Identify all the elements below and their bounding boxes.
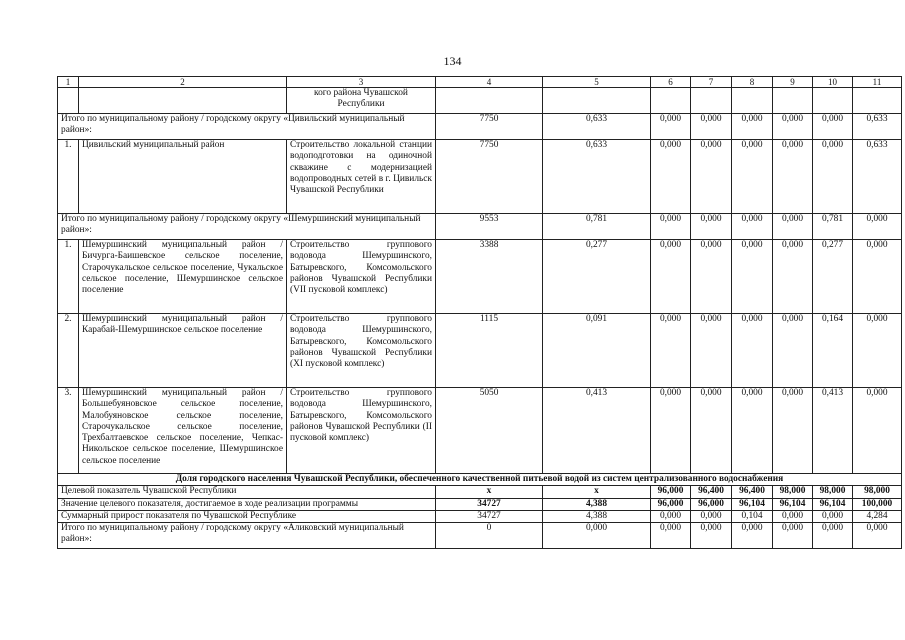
table-row <box>58 140 902 214</box>
cell-value: 0,000 <box>691 388 732 474</box>
cell-municipality: Шемуршинский муниципальный район / Бичурга-Баишевское сельское поселение, Старочукальское сельское поселение, Чукальское сельское поселение, Шемуршинское сельское поселение <box>79 240 287 314</box>
cell-value: 0,000 <box>773 314 813 388</box>
cell-value: x <box>436 486 543 498</box>
cell-value: 0 <box>436 523 543 549</box>
cell-value: 0,164 <box>813 314 853 388</box>
indicator-label: Суммарный прирост показателя по Чувашской Республике <box>58 510 436 522</box>
cell-value: 0,000 <box>853 523 902 549</box>
cell-measure: Строительство локальной станции водоподготовки на одиночной скважине с модернизацией водопроводных сетей в г. Цивильск Чувашской Республики <box>287 140 436 214</box>
cell-value: 0,104 <box>732 510 773 522</box>
section-heading-row <box>58 474 902 486</box>
cell-municipality: Шемуршинский муниципальный район / Большебуяновское сельское поселение, Малобуяновское сельское поселение, Старочукальское сельское поселение, Трехбалтаевское сельское поселение, Чепкас-Никольское сельское поселение, Шемуршинское сельское поселение <box>79 388 287 474</box>
cell-value: 96,000 <box>651 498 691 510</box>
cell-value: 0,000 <box>732 314 773 388</box>
cell-value: 0,000 <box>773 240 813 314</box>
row-number: 1. <box>58 140 79 214</box>
cell-value: 0,000 <box>732 240 773 314</box>
table-row-subtotal <box>58 114 902 140</box>
cell-value: 0,000 <box>651 388 691 474</box>
table-row <box>58 88 902 114</box>
cell-value: 100,000 <box>853 498 902 510</box>
indicator-label: Значение целевого показателя, достигаемое в ходе реализации программы <box>58 498 436 510</box>
col-header: 1 <box>58 77 79 88</box>
cell-measure: Строительство группового водовода Шемуршинского, Батыревского, Комсомольского районов Чувашской Республики (II пусковой комплекс) <box>287 388 436 474</box>
cell-value: 7750 <box>436 114 543 140</box>
row-number: 3. <box>58 388 79 474</box>
cell-value: 0,000 <box>813 114 853 140</box>
table-row-indicator <box>58 510 902 522</box>
cell-value: 96,400 <box>691 486 732 498</box>
col-header: 10 <box>813 77 853 88</box>
cell-value: 0,000 <box>853 214 902 240</box>
table-row <box>58 388 902 474</box>
cell-value: 4,388 <box>543 498 651 510</box>
subtotal-label: Итого по муниципальному району / городскому округу «Шемуршинский муниципальный район»: <box>58 214 436 240</box>
data-table <box>57 76 902 549</box>
cell-municipality: Цивильский муниципальный район <box>79 140 287 214</box>
cell-value: 0,000 <box>813 523 853 549</box>
cell-value: 0,277 <box>813 240 853 314</box>
subtotal-label: Итого по муниципальному району / городскому округу «Цивильский муниципальный район»: <box>58 114 436 140</box>
cell-value: 96,104 <box>732 498 773 510</box>
cell-value: 0,000 <box>773 510 813 522</box>
cell-value: 0,781 <box>813 214 853 240</box>
cell-value: 0,633 <box>543 114 651 140</box>
cell-value: 96,104 <box>813 498 853 510</box>
subtotal-label: Итого по муниципальному району / городскому округу «Аликовский муниципальный район»: <box>58 523 436 549</box>
cell-value: 96,400 <box>732 486 773 498</box>
cell-measure: кого района Чувашской Республики <box>287 88 436 114</box>
col-header: 5 <box>543 77 651 88</box>
row-number: 1. <box>58 240 79 314</box>
row-number: 2. <box>58 314 79 388</box>
cell-value: 4,388 <box>543 510 651 522</box>
indicator-label: Целевой показатель Чувашской Республики <box>58 486 436 498</box>
cell-value: 9553 <box>436 214 543 240</box>
cell-value: 0,000 <box>813 140 853 214</box>
cell-value: 0,000 <box>773 114 813 140</box>
cell-value: 0,000 <box>773 523 813 549</box>
cell-value: 0,000 <box>651 140 691 214</box>
cell-value: 0,000 <box>732 140 773 214</box>
cell-value: 0,000 <box>773 388 813 474</box>
cell-value: 0,000 <box>773 140 813 214</box>
cell-value: 0,781 <box>543 214 651 240</box>
cell-value: 0,000 <box>691 510 732 522</box>
cell-value: 0,000 <box>691 214 732 240</box>
cell-value: 0,000 <box>691 114 732 140</box>
table-row-indicator <box>58 486 902 498</box>
cell-value: 1115 <box>436 314 543 388</box>
cell-value: 98,000 <box>853 486 902 498</box>
col-header: 9 <box>773 77 813 88</box>
cell-value: 0,633 <box>853 114 902 140</box>
col-header: 2 <box>79 77 287 88</box>
cell-value: 0,000 <box>651 240 691 314</box>
table-row <box>58 314 902 388</box>
cell-value: 0,000 <box>853 240 902 314</box>
col-header: 8 <box>732 77 773 88</box>
cell-value: 0,000 <box>773 214 813 240</box>
col-header: 11 <box>853 77 902 88</box>
cell-value: x <box>543 486 651 498</box>
cell-value: 0,000 <box>651 510 691 522</box>
cell-value: 0,000 <box>813 510 853 522</box>
cell-value: 7750 <box>436 140 543 214</box>
cell-measure: Строительство группового водовода Шемуршинского, Батыревского, Комсомольского районов Чувашской Республики (XI пусковой комплекс) <box>287 314 436 388</box>
cell-municipality: Шемуршинский муниципальный район / Карабай-Шемуршинское сельское поселение <box>79 314 287 388</box>
cell-value: 0,413 <box>543 388 651 474</box>
cell-value: 0,000 <box>732 114 773 140</box>
cell-value: 0,000 <box>651 314 691 388</box>
cell-value: 0,000 <box>651 523 691 549</box>
cell-value: 0,277 <box>543 240 651 314</box>
column-number-row <box>58 77 902 88</box>
cell-value: 4,284 <box>853 510 902 522</box>
cell-value: 34727 <box>436 510 543 522</box>
cell-value: 0,000 <box>853 388 902 474</box>
cell-value: 0,000 <box>651 214 691 240</box>
col-header: 4 <box>436 77 543 88</box>
cell-value: 96,000 <box>651 486 691 498</box>
cell-value: 98,000 <box>813 486 853 498</box>
cell-value: 0,000 <box>732 388 773 474</box>
cell-value: 0,000 <box>691 240 732 314</box>
cell-measure: Строительство группового водовода Шемуршинского, Батыревского, Комсомольского районов Чувашской Республики (VII пусковой комплекс) <box>287 240 436 314</box>
cell-value: 5050 <box>436 388 543 474</box>
table-row-indicator <box>58 498 902 510</box>
col-header: 3 <box>287 77 436 88</box>
table-row-subtotal <box>58 214 902 240</box>
cell-value: 0,091 <box>543 314 651 388</box>
cell-value: 34727 <box>436 498 543 510</box>
table-row <box>58 240 902 314</box>
col-header: 6 <box>651 77 691 88</box>
cell-value: 0,000 <box>853 314 902 388</box>
section-heading: Доля городского населения Чувашской Республики, обеспеченного качественной питьевой водой из систем централизованного водоснабжения <box>58 474 902 486</box>
cell-value: 0,633 <box>853 140 902 214</box>
cell-value: 0,633 <box>543 140 651 214</box>
page-number: 134 <box>443 54 462 68</box>
cell-value: 0,000 <box>543 523 651 549</box>
cell-value: 3388 <box>436 240 543 314</box>
cell-value: 0,000 <box>691 523 732 549</box>
cell-value: 0,000 <box>651 114 691 140</box>
cell-value: 0,000 <box>732 523 773 549</box>
table-row-subtotal <box>58 523 902 549</box>
cell-value: 0,000 <box>691 140 732 214</box>
cell-value: 96,104 <box>773 498 813 510</box>
cell-value: 0,000 <box>732 214 773 240</box>
cell-value: 98,000 <box>773 486 813 498</box>
cell-value: 0,413 <box>813 388 853 474</box>
cell-value: 96,000 <box>691 498 732 510</box>
col-header: 7 <box>691 77 732 88</box>
cell-value: 0,000 <box>691 314 732 388</box>
